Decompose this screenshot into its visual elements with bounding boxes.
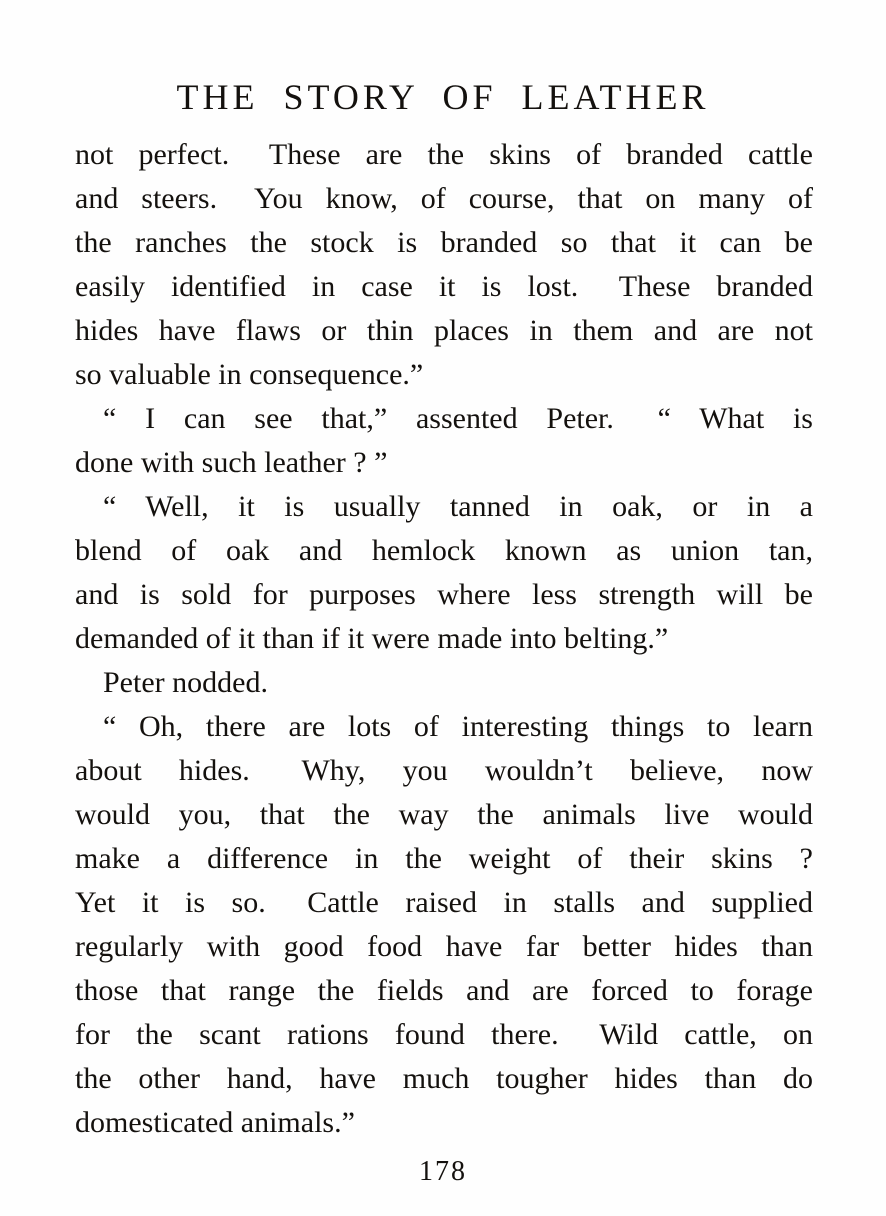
paragraph bbox=[75, 397, 813, 485]
text-line: hides have flaws or thin places in them and are not bbox=[75, 314, 813, 347]
text-line: make a difference in the weight of their skins ? bbox=[75, 842, 813, 875]
text-line: the other hand, have much tougher hides than do bbox=[75, 1062, 813, 1095]
text-line: about hides. Why, you wouldn’t believe, now bbox=[75, 754, 813, 787]
paragraph bbox=[75, 133, 813, 397]
text-line: and steers. You know, of course, that on many of bbox=[75, 182, 813, 215]
text-line: “ Well, it is usually tanned in oak, or in a bbox=[103, 490, 813, 523]
text-line: so valuable in consequence.” bbox=[75, 358, 424, 391]
text-line: would you, that the way the animals live would bbox=[75, 798, 813, 831]
paragraph bbox=[75, 705, 813, 1145]
text-line: Peter nodded. bbox=[103, 666, 268, 699]
text-line: for the scant rations found there. Wild cattle, on bbox=[75, 1018, 813, 1051]
text-line: the ranches the stock is branded so that it can be bbox=[75, 226, 813, 259]
text-line: regularly with good food have far better hides than bbox=[75, 930, 813, 963]
paragraph bbox=[75, 485, 813, 661]
text-line: done with such leather ? ” bbox=[75, 446, 388, 479]
text-line: “ Oh, there are lots of interesting things to learn bbox=[103, 710, 813, 743]
text-line: “ I can see that,” assented Peter. “ What is bbox=[103, 402, 813, 435]
page-body bbox=[75, 133, 813, 1145]
text-line: and is sold for purposes where less strength will be bbox=[75, 578, 813, 611]
text-line: demanded of it than if it were made into belting.” bbox=[75, 622, 669, 655]
page-title: THE STORY OF LEATHER bbox=[176, 77, 710, 117]
page-number: 178 bbox=[419, 1156, 467, 1187]
text-line: not perfect. These are the skins of branded cattle bbox=[75, 138, 813, 171]
text-line: Yet it is so. Cattle raised in stalls and supplied bbox=[75, 886, 813, 919]
paragraph bbox=[75, 661, 813, 705]
text-line: blend of oak and hemlock known as union tan, bbox=[75, 534, 813, 567]
text-line: easily identified in case it is lost. These branded bbox=[75, 270, 813, 303]
text-line: those that range the fields and are forced to forage bbox=[75, 974, 813, 1007]
text-line: domesticated animals.” bbox=[75, 1106, 355, 1139]
